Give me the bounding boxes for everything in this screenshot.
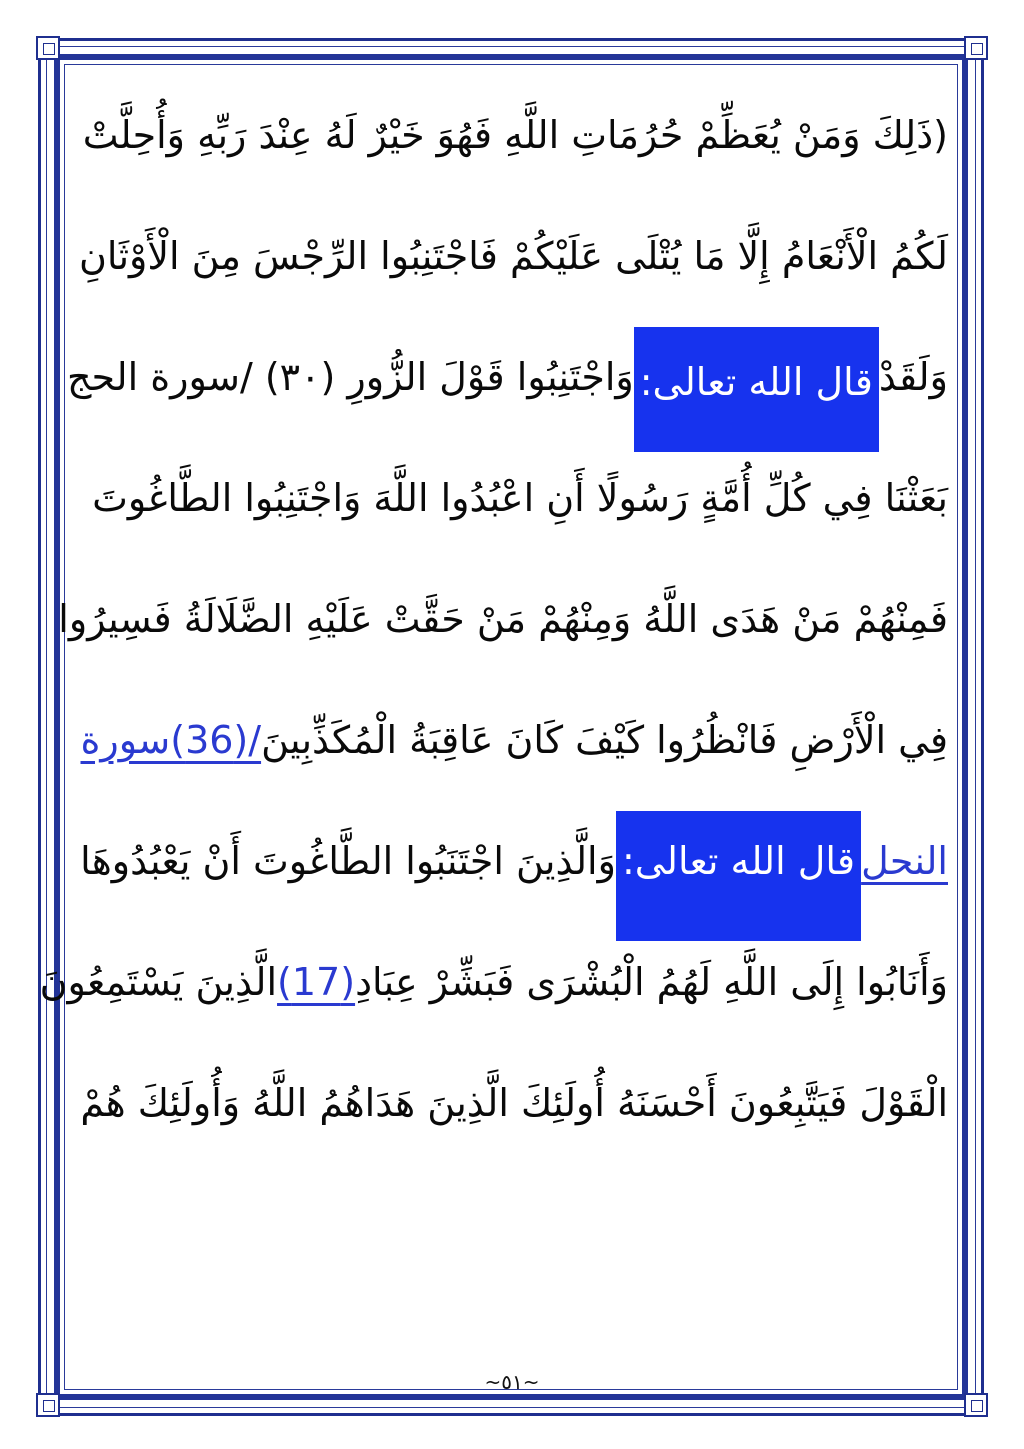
verse-text: فَمِنْهُمْ مَنْ هَدَى اللَّهُ وَمِنْهُمْ مَنْ حَقَّتْ عَلَيْهِ الضَّلَالَةُ فَسِيرُوا	[58, 597, 948, 641]
frame-corner-ornament-icon	[36, 1393, 60, 1417]
page-number: ~٥١~	[484, 1370, 540, 1394]
text-line-3	[66, 337, 948, 458]
verse-text: بَعَثْنَا فِي كُلِّ أُمَّةٍ رَسُولًا أَنِ اعْبُدُوا اللَّهَ وَاجْتَنِبُوا الطَّاغُوتَ	[92, 476, 948, 520]
verse-text: وَلَقَدْ	[878, 355, 948, 399]
surah-reference-link[interactable]: /(36)سورة	[80, 718, 262, 762]
text-line-6	[80, 700, 948, 821]
verse-text: الَّذِينَ يَسْتَمِعُونَ	[39, 960, 278, 1004]
frame-corner-ornament-icon	[36, 36, 60, 60]
verse-text: وَاجْتَنِبُوا قَوْلَ الزُّورِ (٣٠) /سورة الحج	[66, 355, 634, 399]
verse-text: الْقَوْلَ فَيَتَّبِعُونَ أَحْسَنَهُ أُولَئِكَ الَّذِينَ هَدَاهُمُ اللَّهُ وَأُولَئِكَ هُمْ	[80, 1081, 948, 1125]
verse-text: وَالَّذِينَ اجْتَنَبُوا الطَّاغُوتَ أَنْ يَعْبُدُوهَا	[80, 839, 616, 883]
highlighted-phrase: قال الله تعالى:	[616, 811, 861, 941]
verse-text: وَأَنَابُوا إِلَى اللَّهِ لَهُمُ الْبُشْرَى فَبَشِّرْ عِبَادِ	[355, 960, 948, 1004]
verse-text: فِي الْأَرْضِ فَانْظُرُوا كَيْفَ كَانَ عَاقِبَةُ الْمُكَذِّبِينَ	[261, 718, 948, 762]
verse-text: (ذَلِكَ وَمَنْ يُعَظِّمْ حُرُمَاتِ اللَّهِ فَهُوَ خَيْرٌ لَهُ عِنْدَ رَبِّهِ وَأُحِلَّتْ	[82, 113, 948, 157]
verse-text: لَكُمُ الْأَنْعَامُ إِلَّا مَا يُتْلَى عَلَيْكُمْ فَاجْتَنِبُوا الرِّجْسَ مِنَ الْأَوْثَانِ	[78, 234, 948, 278]
highlighted-phrase: قال الله تعالى:	[634, 327, 879, 452]
document-body	[39, 95, 948, 1184]
text-line-8	[39, 942, 948, 1063]
text-line-2	[80, 216, 948, 337]
text-line-9	[80, 1063, 948, 1184]
text-line-7	[80, 821, 948, 942]
frame-corner-ornament-icon	[964, 1393, 988, 1417]
text-line-1	[80, 95, 948, 216]
verse-number-link[interactable]: (17)	[277, 960, 356, 1004]
text-line-4	[80, 458, 948, 579]
frame-corner-ornament-icon	[964, 36, 988, 60]
surah-reference-link[interactable]: النحل	[861, 839, 948, 883]
text-line-5	[58, 579, 948, 700]
